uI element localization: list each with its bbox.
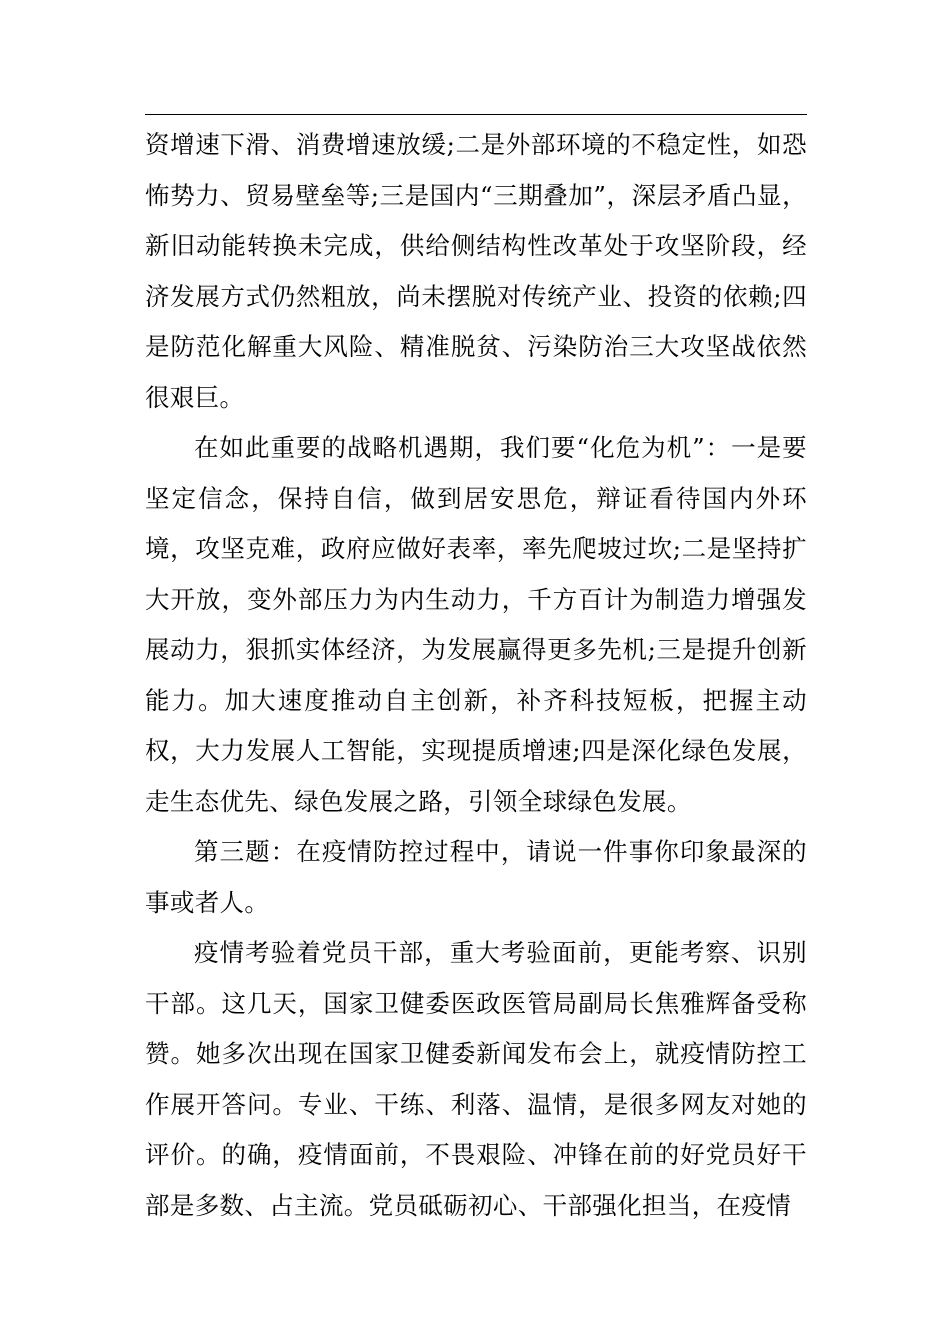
paragraph-answer: 疫情考验着党员干部，重大考验面前，更能考察、识别干部。这几天，国家卫健委医政医管局副局长焦雅辉备受称赞。她多次出现在国家卫健委新闻发布会上，就疫情防控工作展开答问。专业、干练、利落、温情，是很多网友对她的评价。的确，疫情面前，不畏艰险、冲锋在前的好党员好干部是多数、占主流。党员砥砺初心、干部强化担当，在疫情	[145, 938, 807, 1220]
question-heading: 第三题：在疫情防控过程中，请说一件事你印象最深的事或者人。	[145, 837, 807, 917]
document-body	[145, 120, 807, 1231]
header-rule	[145, 114, 807, 115]
paragraph-strategy: 在如此重要的战略机遇期，我们要“化危为机”：一是要坚定信念，保持自信，做到居安思危，辩证看待国内外环境，攻坚克难，政府应做好表率，率先爬坡过坎;二是坚持扩大开放，变外部压力为内生动力，千方百计为制造力增强发展动力，狠抓实体经济，为发展赢得更多先机;三是提升创新能力。加大速度推动自主创新，补齐科技短板，把握主动权，大力发展人工智能，实现提质增速;四是深化绿色发展，走生态优先、绿色发展之路，引领全球绿色发展。	[145, 433, 807, 816]
paragraph-continuation: 资增速下滑、消费增速放缓;二是外部环境的不稳定性，如恐怖势力、贸易壁垒等;三是国内“三期叠加”，深层矛盾凸显，新旧动能转换未完成，供给侧结构性改革处于攻坚阶段，经济发展方式仍然粗放，尚未摆脱对传统产业、投资的依赖;四是防范化解重大风险、精准脱贫、污染防治三大攻坚战依然很艰巨。	[145, 130, 807, 412]
